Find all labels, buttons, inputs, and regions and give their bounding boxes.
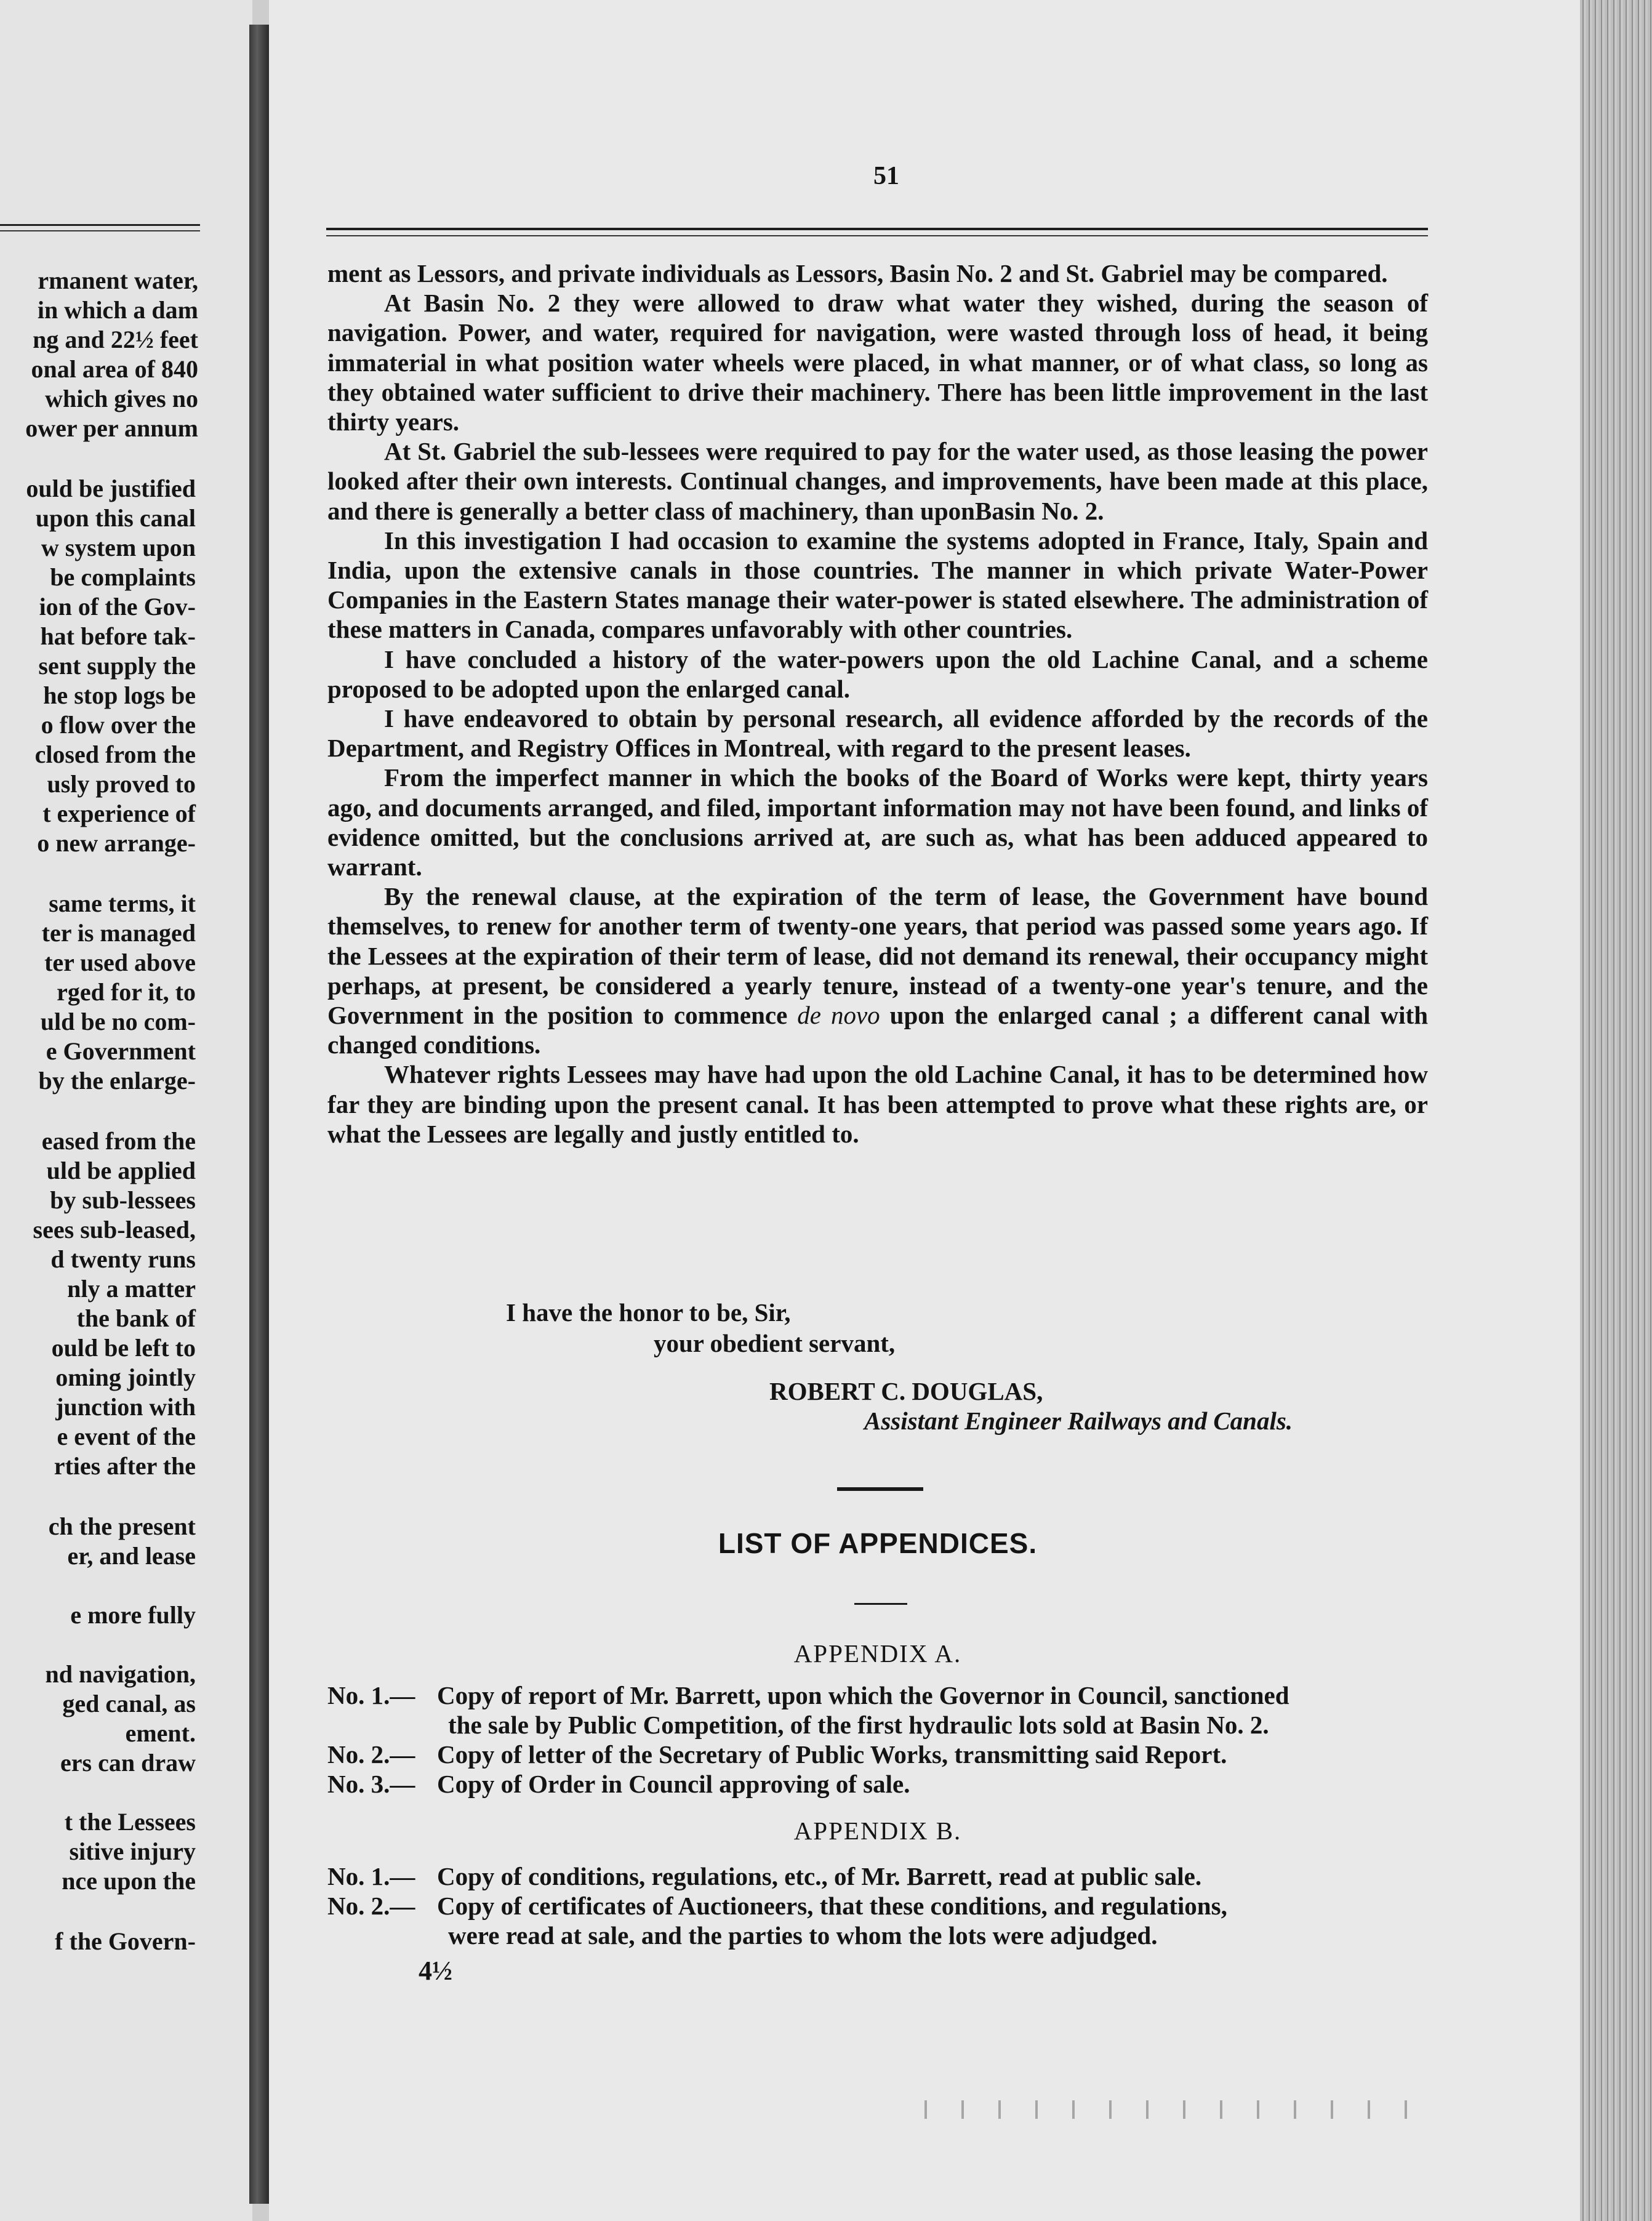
closing-servant: your obedient servant, [654, 1329, 896, 1357]
left-page-line: w system upon [41, 534, 196, 561]
appendix-item [327, 1769, 1428, 1799]
left-page-line: ged canal, as [62, 1690, 196, 1717]
left-page-line: eased from the [41, 1127, 196, 1155]
left-page-rule [0, 224, 200, 226]
appendix-item [327, 1681, 1428, 1740]
left-page-line: by the enlarge- [38, 1067, 196, 1094]
left-page-line: nly a matter [67, 1275, 196, 1303]
left-page-line: nce upon the [62, 1867, 196, 1895]
left-page-line: upon this canal [35, 504, 196, 532]
appendix-a-heading: APPENDIX A. [793, 1639, 962, 1668]
left-page-line: o new arrange- [37, 829, 196, 857]
left-page-line: uld be no com- [40, 1008, 196, 1035]
left-page-line: be complaints [50, 563, 196, 591]
left-page-line: closed from the [34, 741, 196, 768]
left-page-line: sent supply the [38, 652, 196, 680]
appendix-item-text: Copy of letter of the Secretary of Public Works, transmitting said Report. [437, 1740, 1227, 1769]
left-page-line: er, and lease [67, 1542, 196, 1570]
body-paragraph: At St. Gabriel the sub-lessees were required to pay for the water used, as those leasing the power looked after their own interests. Continual changes, and improvements, have been made at this place, and there is generally a better class of machinery, than uponBasin No. 2. [327, 437, 1428, 525]
left-page-line: ng and 22½ feet [33, 326, 198, 353]
appendix-item [327, 1862, 1428, 1891]
left-page-line: t the Lessees [64, 1808, 196, 1836]
left-page-line: nd navigation, [45, 1660, 196, 1688]
left-page-line: in which a dam [37, 296, 198, 324]
appendix-item [327, 1740, 1428, 1769]
book-gutter [249, 25, 269, 2204]
left-page-line: e more fully [70, 1601, 196, 1629]
left-page-line: ould be justified [26, 475, 196, 502]
appendix-item-number: No. 2.— [327, 1892, 415, 1920]
left-page-line: sees sub-leased, [33, 1216, 196, 1243]
left-page-line: ter used above [44, 949, 196, 976]
body-paragraph: At Basin No. 2 they were allowed to draw what water they wished, during the season of navigation. Power, and water, required for navigation, were wasted through loss of head, it being immaterial in what position water wheels were placed, in what manner, or of what class, so long as they obtained water sufficient to drive their machinery. There has been little improvement in the last thirty years. [327, 289, 1428, 436]
left-page-line: the bank of [76, 1304, 196, 1332]
header-rule-thin [326, 235, 1428, 236]
list-of-appendices-heading: LIST OF APPENDICES. [718, 1527, 1038, 1559]
body-paragraph: By the renewal clause, at the expiration of the term of lease, the Government have bound themselves, to renew for another term of twenty-one years, that period was passed some years ago. If the Lessees at the expiration of their term of lease, did not demand its renewal, their occupancy might perhaps, at present, be considered a yearly tenure, instead of a twenty-one year's tenure, and the Government in the position to commence de novo upon the enlarged canal ; a different canal with changed conditions. [327, 882, 1429, 1059]
appendix-item [327, 1891, 1428, 1950]
left-page-line: onal area of 840 [31, 355, 198, 383]
left-page-line: by sub-lessees [50, 1186, 196, 1214]
page-edges [1580, 0, 1652, 2221]
left-page-line: uld be applied [46, 1157, 196, 1184]
latin-phrase: de novo [797, 1001, 880, 1030]
left-page-line: sitive injury [69, 1837, 196, 1865]
left-page-rule-thin [0, 230, 200, 231]
printer-signature-mark: 4½ [419, 1956, 452, 1986]
left-page-line: e event of the [57, 1423, 196, 1450]
left-page-line: ion of the Gov- [39, 593, 196, 621]
left-page-line: he stop logs be [43, 681, 196, 709]
signature-name: ROBERT C. DOUGLAS, [769, 1377, 1043, 1405]
appendix-item-text-continued: the sale by Public Competition, of the first hydraulic lots sold at Basin No. 2. [448, 1711, 1269, 1739]
left-page-line: usly proved to [47, 770, 196, 798]
left-page-line: o flow over the [41, 711, 196, 739]
left-page-line: f the Govern- [55, 1927, 196, 1955]
body-paragraph: ment as Lessors, and private individuals as Lessors, Basin No. 2 and St. Gabriel may be compared. [327, 259, 1388, 287]
appendix-item-text: Copy of conditions, regulations, etc., of Mr. Barrett, read at public sale. [437, 1862, 1202, 1890]
appendix-item-text-continued: were read at sale, and the parties to whom the lots were adjudged. [448, 1921, 1158, 1950]
left-page-line: oming jointly [55, 1364, 196, 1391]
section-divider [837, 1487, 923, 1491]
left-page-line: which gives no [45, 385, 198, 412]
body-paragraph: Whatever rights Lessees may have had upon the old Lachine Canal, it has to be determined how far they are binding upon the present canal. It has been attempted to prove what these rights are, or what the Lessees are legally and justly entitled to. [327, 1060, 1428, 1148]
left-page-line: d twenty runs [50, 1245, 196, 1273]
left-page-line: ter is managed [41, 919, 196, 947]
left-page-line: rged for it, to [57, 978, 196, 1006]
appendix-item-text: Copy of report of Mr. Barrett, upon which the Governor in Council, sanctioned [437, 1681, 1289, 1709]
left-page-line: rmanent water, [38, 267, 198, 294]
heading-divider [854, 1603, 907, 1605]
body-paragraph: I have concluded a history of the water-powers upon the old Lachine Canal, and a scheme proposed to be adopted upon the enlarged canal. [327, 645, 1428, 703]
left-page-line: ch the present [48, 1512, 196, 1540]
closing-line: I have the honor to be, Sir, [506, 1298, 791, 1327]
body-paragraph: In this investigation I had occasion to examine the systems adopted in France, Italy, Spain and India, upon the extensive canals in those countries. The manner in which private Water-Power Companies in the Eastern States manage their water-power is stated elsewhere. The administration of these matters in Canada, compares unfavorably with other countries. [327, 526, 1428, 644]
scan-specks [911, 2100, 1428, 2119]
left-page-line: rties after the [54, 1452, 196, 1480]
appendix-item-text: Copy of Order in Council approving of sale. [437, 1770, 910, 1798]
left-page-line: t experience of [42, 800, 196, 827]
appendix-b-heading: APPENDIX B. [793, 1817, 962, 1845]
letter-body [327, 259, 1428, 1149]
left-page-line: ower per annum [25, 414, 198, 442]
left-page-line: ould be left to [51, 1334, 196, 1362]
appendix-item-number: No. 3.— [327, 1770, 415, 1798]
page-number: 51 [873, 162, 899, 190]
left-facing-page [0, 0, 252, 2221]
left-page-line: same terms, it [49, 890, 196, 917]
appendix-item-number: No. 1.— [327, 1862, 415, 1890]
left-page-line: ers can draw [60, 1749, 196, 1777]
appendix-item-number: No. 1.— [327, 1681, 415, 1709]
appendix-item-number: No. 2.— [327, 1740, 415, 1769]
left-page-line: e Government [46, 1037, 196, 1065]
left-page-line: hat before tak- [40, 622, 196, 650]
left-page-line: ement. [125, 1719, 196, 1747]
header-rule [326, 228, 1428, 230]
body-paragraph: I have endeavored to obtain by personal research, all evidence afforded by the records of the Department, and Registry Offices in Montreal, with regard to the present leases. [327, 704, 1428, 763]
appendix-item-text: Copy of certificates of Auctioneers, that these conditions, and regulations, [437, 1892, 1227, 1920]
signature-title: Assistant Engineer Railways and Canals. [864, 1407, 1293, 1435]
left-page-line: junction with [55, 1393, 196, 1421]
body-paragraph: From the imperfect manner in which the books of the Board of Works were kept, thirty years ago, and documents arranged, and filed, important information may not have been found, and links of evidence omitted, but the conclusions arrived at, are such as, what has been adduced appeared to warrant. [327, 763, 1428, 882]
